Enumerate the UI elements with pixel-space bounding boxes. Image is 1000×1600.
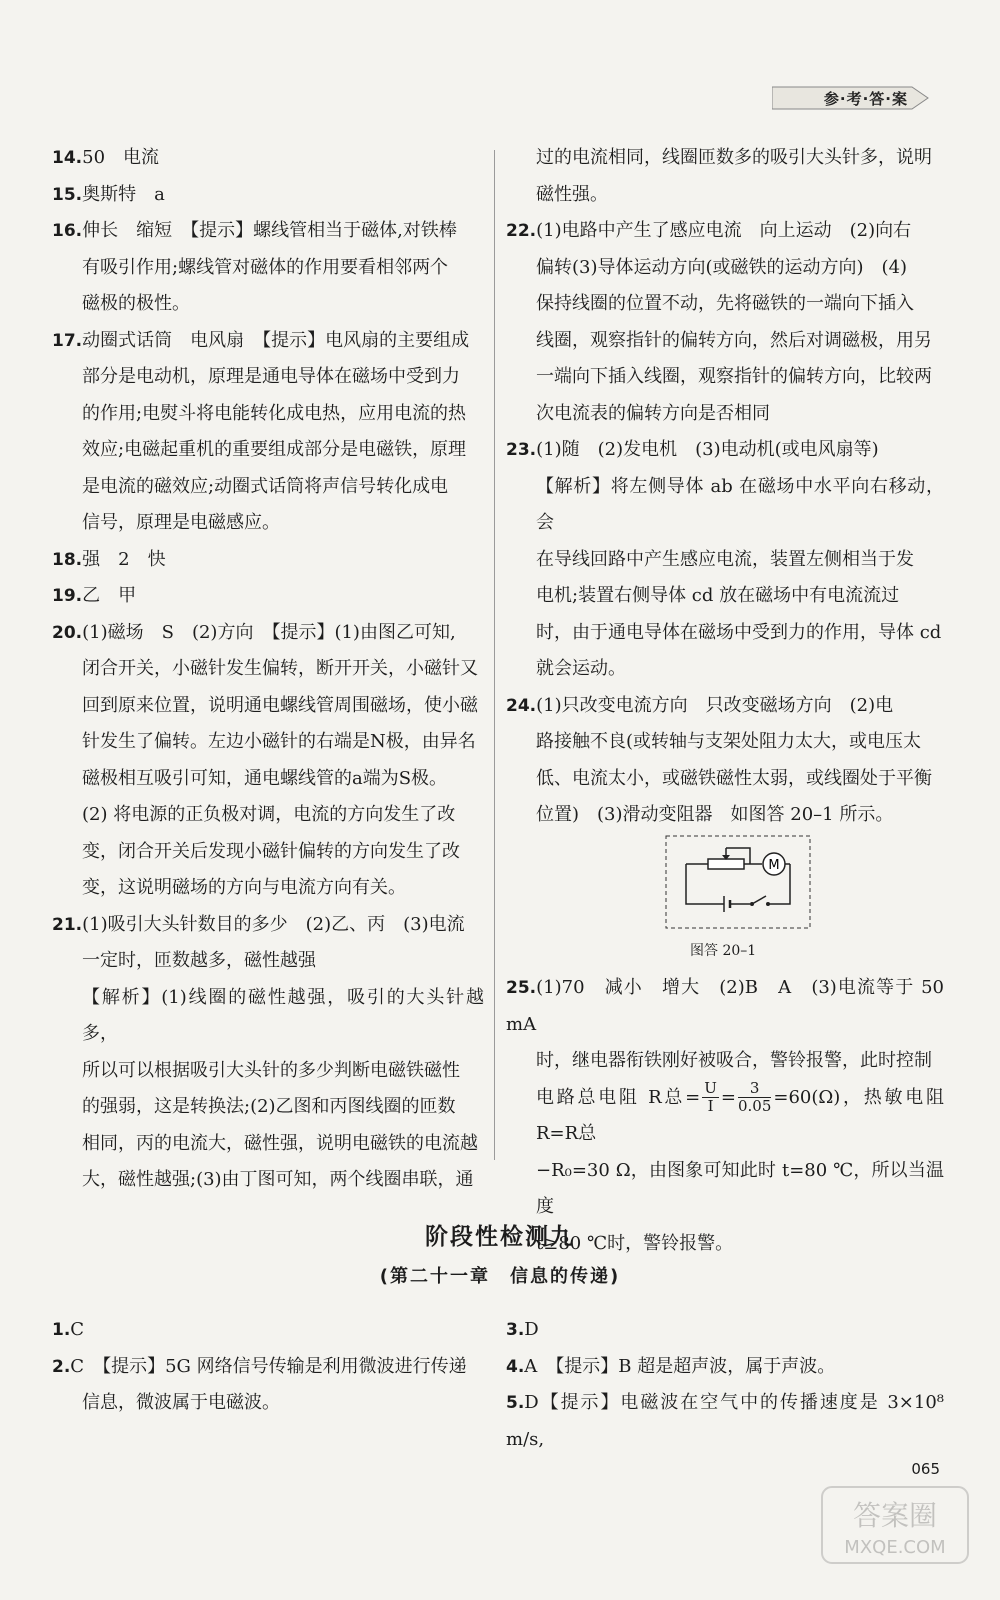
item-number: 5.	[506, 1393, 525, 1413]
circuit-diagram	[664, 834, 812, 930]
answer-item-continuation: 偏转(3)导体运动方向(或磁铁的运动方向) (4)	[536, 256, 908, 278]
item-number: 14.	[52, 148, 83, 168]
answer-item-continuation: 电机;装置右侧导体 cd 放在磁场中有电流流过	[536, 585, 900, 606]
item-text: 动圈式话筒 电风扇 【提示】电风扇的主要组成	[82, 329, 470, 351]
answer-item-continuation: 效应;电磁起重机的重要组成部分是电磁铁，原理	[82, 439, 467, 460]
answer-item-continuation: 保持线圈的位置不动，先将磁铁的一端向下插入	[536, 293, 914, 314]
item-number: 16.	[52, 221, 83, 241]
answer-item-continuation: 磁性强。	[536, 183, 608, 205]
item-text: A 【提示】B 超是超声波，属于声波。	[524, 1355, 836, 1377]
column-divider	[494, 150, 495, 1160]
answer-item	[506, 1349, 944, 1386]
answer-item-continuation: 时，由于通电导体在磁场中受到力的作用，导体 cd	[536, 621, 942, 643]
answer-item-continuation: 所以可以根据吸引大头针的多少判断电磁铁磁性	[82, 1059, 460, 1081]
answer-item-continuation: 大，磁性越强;(3)由丁图可知，两个线圈串联，通	[82, 1169, 474, 1190]
answer-item	[52, 140, 484, 177]
item-number: 18.	[52, 549, 83, 570]
answer-item	[506, 432, 944, 469]
answer-item	[52, 1312, 484, 1349]
answer-item-continuation: 路接触不良(或转轴与支架处阻力太大，或电压太	[536, 731, 922, 752]
answer-item-continuation: 部分是电动机，原理是通电导体在磁场中受到力	[82, 366, 460, 387]
item-text: (1)磁场 S (2)方向 【提示】(1)由图乙可知,	[82, 621, 456, 643]
answer-item-continuation: 在导线回路中产生感应电流，装置左侧相当于发	[536, 548, 914, 570]
answer-item-continuation: 变，这说明磁场的方向与电流方向有关。	[82, 877, 406, 898]
fraction-3-over-005: $\frac{3}{0.05}$	[737, 1079, 772, 1115]
section-left-column	[52, 1312, 484, 1422]
item-text: C 【提示】5G 网络信号传输是利用微波进行传递	[70, 1355, 467, 1377]
item-text: 50 电流	[82, 147, 160, 168]
item-text: D【提示】电磁波在空气中的传播速度是 3×10⁸ m/s,	[506, 1392, 944, 1450]
answer-item-continuation: 相同，丙的电流大，磁性强，说明电磁铁的电流越	[82, 1132, 478, 1154]
item-number: 2.	[52, 1356, 71, 1377]
answer-item-continuation: 的作用;电熨斗将电能转化成电热，应用电流的热	[82, 402, 467, 424]
answer-item	[506, 1312, 944, 1349]
item-text: 强 2 快	[82, 548, 166, 570]
answer-item-continuation: 过的电流相同，线圈匝数多的吸引大头针多，说明	[536, 147, 932, 168]
watermark-logo	[820, 1485, 970, 1565]
section-right-column	[506, 1312, 944, 1458]
item-number: 24.	[506, 695, 537, 716]
answer-item	[506, 213, 944, 250]
answer-item	[52, 323, 484, 360]
page-number: 065	[911, 1460, 940, 1478]
answer-item-continuation: 线圈，观察指针的偏转方向，然后对调磁极，用另	[536, 329, 932, 351]
item-number: 4.	[506, 1356, 525, 1377]
item-number: 15.	[52, 184, 83, 205]
answer-item-continuation: 磁极的极性。	[82, 293, 190, 314]
answer-item-continuation: (2) 将电源的正负极对调，电流的方向发生了改	[82, 804, 456, 825]
answer-item-continuation: 针发生了偏转。左边小磁针的右端是N极，由异名	[82, 731, 476, 752]
answer-item-continuation: 低、电流太小，或磁铁磁性太弱，或线圈处于平衡	[536, 767, 932, 789]
answer-item-continuation: 是电流的磁效应;动圈式话筒将声信号转化成电	[82, 475, 449, 497]
answer-item-continuation: 信号，原理是电磁感应。	[82, 512, 280, 533]
answer-item-continuation: 位置) (3)滑动变阻器 如图答 20–1 所示。	[536, 804, 894, 825]
answer-item-continuation: 回到原来位置，说明通电螺线管周围磁场，使小磁	[82, 694, 478, 716]
answer-item-continuation: 有吸引作用;螺线管对磁体的作用要看相邻两个	[82, 256, 449, 278]
answer-item-continuation: 一端向下插入线圈，观察指针的偏转方向，比较两	[536, 366, 932, 387]
watermark-text-1: 答案圈	[852, 1499, 938, 1532]
item-text: 伸长 缩短 【提示】螺线管相当于磁体,对铁棒	[82, 220, 457, 241]
fraction-u-over-i: $\frac{U}{I}$	[704, 1079, 717, 1115]
answer-item	[506, 688, 944, 725]
header-label: 参·考·答·案	[823, 90, 908, 108]
item-number: 21.	[52, 914, 83, 935]
answer-item	[52, 213, 484, 250]
answer-item-continuation: 磁极相互吸引可知，通电螺线管的a端为S极。	[82, 767, 448, 789]
item-number: 22.	[506, 221, 537, 241]
answer-item-continuation: 的强弱，这是转换法;(2)乙图和丙图线圈的匝数	[82, 1096, 456, 1117]
item-number: 23.	[506, 440, 537, 460]
answer-item-continuation: 次电流表的偏转方向是否相同	[536, 402, 770, 424]
answer-item	[52, 907, 484, 944]
item-25-line1: 25.(1)70 减小 增大 (2)B A (3)电流等于 50 mA	[506, 977, 944, 1035]
item-text: 奥斯特 a	[82, 183, 165, 205]
item-25-line2: 时，继电器衔铁刚好被吸合，警铃报警，此时控制	[536, 1050, 932, 1071]
item-text: 乙 甲	[82, 585, 137, 606]
answer-item-continuation: 闭合开关，小磁针发生偏转，断开开关，小磁针又	[82, 658, 478, 679]
answer-item-continuation: 【解析】(1)线圈的磁性越强，吸引的大头针越多，	[82, 986, 484, 1044]
section-title: 阶段性检测九	[425, 1224, 575, 1250]
item-25-line4: −R₀=30 Ω，由图象可知此时 t=80 ℃，所以当温度	[536, 1159, 944, 1217]
motor-label: M	[768, 858, 780, 873]
item-number: 3.	[506, 1320, 525, 1340]
item-text: (1)只改变电流方向 只改变磁场方向 (2)电	[536, 694, 894, 716]
answer-item-continuation: 信息，微波属于电磁波。	[82, 1392, 280, 1413]
item-number: 20.	[52, 622, 83, 643]
answer-item	[52, 1349, 484, 1386]
item-text: D	[524, 1319, 539, 1340]
item-text: C	[70, 1319, 85, 1340]
item-number: 1.	[52, 1320, 71, 1340]
answer-item	[52, 542, 484, 579]
answer-item	[52, 578, 484, 615]
item-text: (1)电路中产生了感应电流 向上运动 (2)向右	[536, 220, 912, 241]
item-text: (1)吸引大头针数目的多少 (2)乙、丙 (3)电流	[82, 913, 465, 935]
figure-caption: 图答 20–1	[690, 943, 757, 959]
answer-item	[506, 1385, 944, 1458]
item-25-line3: 电路总电阻 R总= $\frac{U}{I}$ = $\frac{3}{0.05}$ =60(Ω)，热敏电阻 R=R总	[536, 1079, 944, 1144]
right-column	[506, 140, 944, 834]
answer-item	[52, 615, 484, 652]
section-subtitle: (第二十一章 信息的传递)	[379, 1266, 621, 1287]
item-text: (1)随 (2)发电机 (3)电动机(或电风扇等)	[536, 439, 879, 460]
watermark-text-2: MXQE.COM	[844, 1537, 946, 1558]
answer-item	[52, 177, 484, 214]
item-25-line5: t≥80 ℃时，警铃报警。	[536, 1232, 734, 1254]
answer-item-continuation: 一定时，匝数越多，磁性越强	[82, 950, 316, 971]
left-column	[52, 140, 484, 1199]
item-number: 19.	[52, 586, 83, 606]
item-number: 17.	[52, 330, 83, 351]
answer-item-continuation: 就会运动。	[536, 658, 626, 679]
answer-item-continuation: 【解析】将左侧导体 ab 在磁场中水平向右移动，会	[536, 475, 944, 533]
answer-item-continuation: 变，闭合开关后发现小磁针偏转的方向发生了改	[82, 840, 460, 862]
